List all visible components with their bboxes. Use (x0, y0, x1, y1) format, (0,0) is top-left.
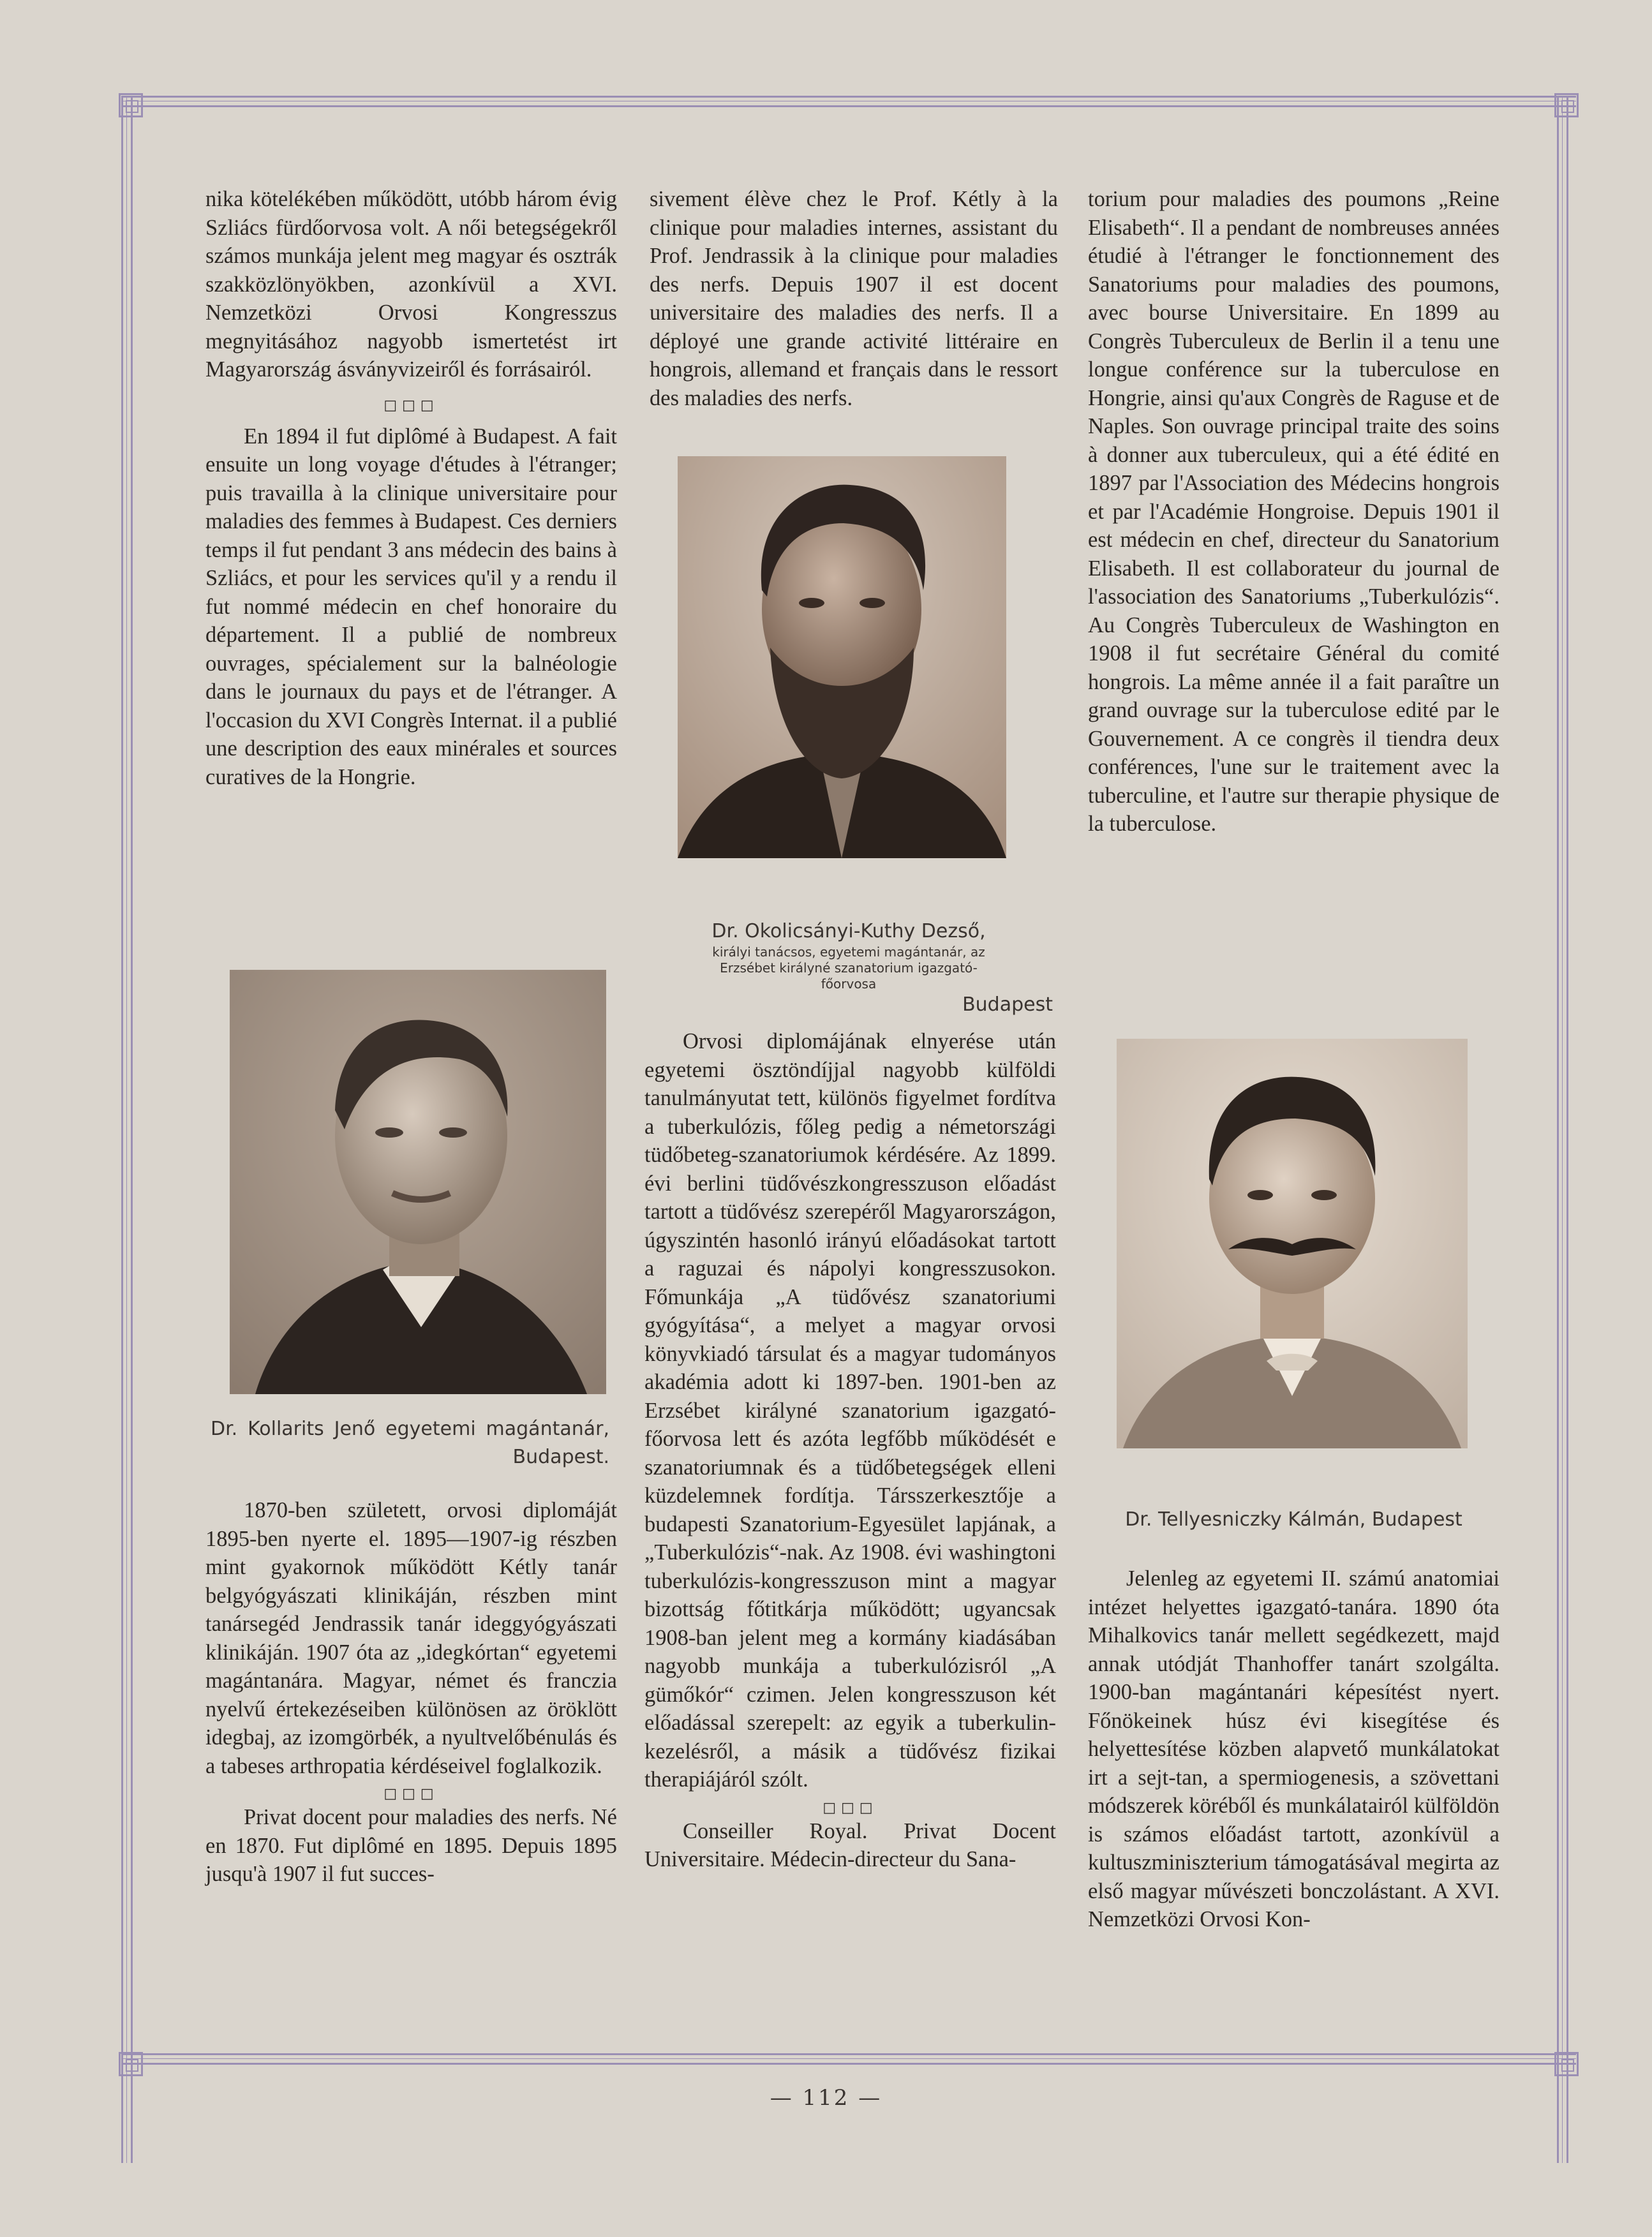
caption-kollarits-city (211, 1445, 609, 1470)
caption-okolicsanyi (644, 919, 1053, 1018)
caption-okolicsanyi-name: Dr. Okolicsányi-Kuthy Dezső, (711, 920, 986, 942)
portrait-tellyesniczky-image (1117, 1039, 1468, 1448)
paragraph: Privat docent pour maladies des nerfs. Né en 1870. Fut diplômé en 1895. Depuis 1895 jusqu'à 1907 il fut succes- (205, 1805, 617, 1886)
column-2-bottom (644, 1027, 1056, 1874)
frame-corner-ornament (119, 93, 143, 117)
section-separator: □□□ (822, 1799, 878, 1816)
caption-kollarits (211, 1416, 609, 1442)
page-number: — 112 — (770, 2085, 882, 2111)
paragraph: Conseiller Royal. Privat Docent Universitaire. Médecin-directeur du Sana- (644, 1818, 1056, 1871)
paragraph: 1870-ben született, orvosi diplomáját 1895-ben nyerte el. 1895—1907-ig részben mint gyakornok működött Kétly tanár belgyógyászati klinikáján, részben mint tanársegéd Jendrassik tanár ideggyógyászati klinikáján. 1907 óta az „idegkórtan“ egyetemi magántanára. Magyar, német és franczia nyelvű értekezéseiben különösen az öröklött idegbaj, az izomgörbék, a nyultvelőbénulás és a tabeses arthropatia kérdéseivel foglalkozik. (205, 1498, 617, 1778)
caption-tellyesniczky: Dr. Tellyesniczky Kálmán, Budapest (1125, 1508, 1462, 1531)
column-2-top (650, 185, 1058, 412)
frame-corner-ornament (119, 2052, 143, 2076)
portrait-tellyesniczky (1117, 1039, 1468, 1448)
portrait-kollarits (230, 970, 606, 1394)
frame-corner-ornament (1554, 2052, 1579, 2076)
section-separator: □□□ (383, 397, 439, 413)
portrait-okolicsanyi-image (678, 456, 1006, 858)
paragraph: torium pour maladies des poumons „Reine Elisabeth“. Il a pendant de nombreuses années étudié à l'étranger le fonctionnement des Sanatoriums pour maladies des poumons, avec bourse Universitaire. En 1899 au Congrès Tuberculeux de Berlin il a tenu une longue conférence sur la tuberculose en Hongrie, ainsi qu'aux Congrès de Raguse et de Naples. Son ouvrage principal traite des soins à donner aux tuberculeux, qui a été édité en 1897 par l'Association des Médecins hongrois et par l'Académie Hongroise. Depuis 1901 il est médecin en chef, directeur du Sanatorium Elisabeth. Il est collaborateur du journal de l'association des Sanatoriums „Tuberkulózis“. Au Congrès Tuberculeux de Washington en 1908 il fut secrétaire Général du comité hongrois. La même année il a fait paraître un grand ouvrage sur la tuberculose edité par le Gouvernement. A ce congrès il tiendra deux conférences, l'une sur le traitement avec la tuberculine, et l'autre sur therapie physique de la tuberculose. (1088, 187, 1499, 836)
portrait-kollarits-image (230, 970, 606, 1394)
paragraph: Orvosi diplomájának elnyerése után egyetemi ösztöndíjjal nagyobb külföldi tanulmányutat tett, különös figyelmet fordítva a tuberkulózis, főleg pedig a németországi tüdőbeteg-szanatoriumok kérdésére. Az 1899. évi berlini tüdővészkongresszuson előadást tartott a tüdővész szerepéről Magyarországon, úgyszintén hasonló irányú előadásokat tartott a raguzai és nápolyi kongresszusokon. Főmunkája „A tüdővész szanatoriumi gyógyítása“, a melyet a magyar orvosi könyvkiadó társulat és a magyar tudományos akadémia adott ki 1897-ben. 1901-ben az Erzsébet királyné szanatorium igazgató-főorvosa lett és azóta legfőbb működését e szanatoriumnak és a tüdőbetegségek elleni küzdelemnek fordítja. Társszerkesztője a budapesti Szanatorium-Egyesület lapjának, a „Tuberkulózis“-nak. Az 1908. évi washingtoni tuberkulózis-kongresszuson mint a magyar bizottság főtitkárja működött; ugyancsak 1908-ban jelent meg a kormány kiadásában nagyobb munkája a tuberkulózisról „A gümőkór“ czimen. Jelen kongresszuson két előadással szerepelt: az egyik a tuberkulin-kezelésről, a másik a tüdővész fizikai therapiájáról szólt. (644, 1029, 1056, 1792)
frame-left-border (121, 96, 133, 2163)
column-3-bottom (1088, 1564, 1499, 1934)
column-1-bottom (205, 1496, 617, 1889)
column-3-top (1088, 185, 1499, 838)
caption-kollarits-city-text: Budapest. (512, 1446, 609, 1468)
frame-top-border (121, 96, 1576, 107)
paragraph: Jelenleg az egyetemi II. számú anatomiai intézet helyettes igazgató-tanára. 1890 óta Mihalkovics tanár mellett segédkezett, majd annak utódját Thanhoffer tanárt szolgálta. 1900-ban magántanári képesítést nyert. Főnökeinek húsz évi kisegítése és helyettesítése közben alapvető munkálatokat irt a sejt-tan, a spermiogenesis, a szövettani módszerek köréből és munkálatairól külföldön is számos előadást tartott, azonkívül a kultuszminiszterium támogatásával megirta az első magyar művészeti bonczolástant. A XVI. Nemzetközi Orvosi Kon- (1088, 1566, 1499, 1931)
paragraph: En 1894 il fut diplômé à Budapest. A fait ensuite un long voyage d'études à l'étranger; puis travailla à la clinique universitaire pour maladies des femmes à Budapest. Ces derniers temps il fut pendant 3 ans médecin des bains à Szliács, et pour les services qu'il y a rendu il fut nommé médecin en chef honoraire du département. Il a publié de nombreux ouvrages, spécialement sur la balnéologie dans le journaux du pays et de l'étranger. A l'occasion du XVI Congrès Internat. il a publié une description des eaux minérales et sources curatives de la Hongrie. (205, 424, 617, 789)
paragraph: sivement élève chez le Prof. Kétly à la clinique pour maladies internes, assistant du Prof. Jendrassik à la clinique pour maladies des nerfs. Depuis 1907 il est docent universitaire des maladies des nerfs. Il a déployé une grande activité littéraire en hongrois, allemand et français dans le ressort des maladies des nerfs. (650, 187, 1058, 410)
frame-right-border (1557, 96, 1568, 2163)
paragraph: nika kötelékében működött, utóbb három évig Szliács fürdőorvosa volt. A női betegségekről számos munkája jelent meg magyar és osztrák szakközlönyökben, azonkívül a XVI. Nemzetközi Orvosi Kongresszus megnyitásához nagyobb ismertetést irt Magyarország ásványvizeiről és forrásairól. (205, 187, 617, 382)
caption-kollarits-name: Dr. Kollarits Jenő egyetemi magántanár, (211, 1418, 609, 1440)
caption-okolicsanyi-title: királyi tanácsos, egyetemi magántanár, az Erzsébet királyné szanatorium igazgató-főorvosa (712, 944, 985, 992)
caption-okolicsanyi-city: Budapest (962, 993, 1053, 1016)
portrait-okolicsanyi (678, 456, 1006, 858)
frame-bottom-border (121, 2053, 1576, 2065)
section-separator: □□□ (383, 1786, 439, 1802)
frame-corner-ornament (1554, 93, 1579, 117)
column-1-top (205, 185, 617, 791)
